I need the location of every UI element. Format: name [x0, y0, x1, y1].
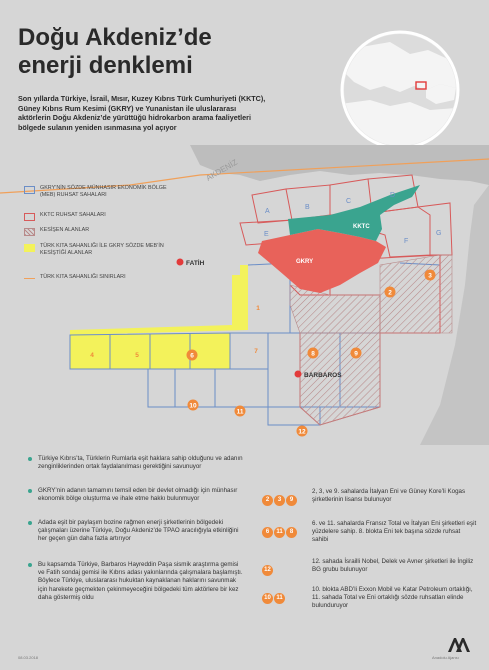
- block-number-1: 1: [256, 305, 260, 312]
- bullet-text: GKRY’nin adanın tamamını temsil eden bir devlet olmadığı için münhasır ekonomik bölge oluşturma ve ihale etme hakkı bulunmuyor: [38, 487, 238, 503]
- page-title: [18, 24, 318, 80]
- aa-logo-icon: [446, 636, 470, 654]
- block-number-10: 10: [189, 402, 197, 410]
- legend-text: KESİŞEN ALANLAR: [40, 227, 90, 233]
- block-number-12: 12: [298, 428, 306, 436]
- legend-swatch-orange-line: [24, 278, 35, 279]
- block-number-11: 11: [236, 408, 244, 416]
- block-number-6: 6: [190, 352, 194, 360]
- block-badge: 2: [262, 495, 273, 506]
- block-badge: 12: [262, 565, 273, 576]
- block-badge: 10: [262, 593, 273, 604]
- note-badges: [262, 488, 298, 503]
- legend-item-shelf-boundary: [24, 274, 194, 296]
- legend-text: TÜRK KITA SAHANLIĞI İLE GKRY SÖZDE MEB’İN KESİŞTİĞİ ALANLAR: [40, 243, 164, 256]
- legend-item-gkry-meb: [24, 185, 194, 207]
- bullet-item: [28, 487, 243, 503]
- block-badge: 8: [286, 527, 297, 538]
- block-label-c: C: [346, 198, 352, 205]
- block-label-d: D: [390, 192, 396, 199]
- block-label-e: E: [264, 231, 269, 238]
- note-text: 10. blokta ABD’li Exxon Mobil ve Katar Petroleum ortaklığı, 11. sahada Total ve Eni ortaklığı sözde ruhsatları elinde bulunduruyor: [312, 586, 473, 610]
- intro-paragraph: Son yıllarda Türkiye, İsrail, Mısır, Kuzey Kıbrıs Türk Cumhuriyeti (KKTC), Güney Kıbrıs Rum Kesimi (GKRY) ve Yunanistan ile uluslararası aktörlerin Doğu Akdeniz’de yürüttüğü hidrokarbon arama faaliyetleri bölgede sulanın yeniden ısınmasına yol açıyor: [18, 94, 266, 132]
- locator-globe: [330, 20, 470, 160]
- legend-swatch-hatch: [24, 228, 35, 236]
- note-text: 2, 3, ve 9. sahalarda İtalyan Eni ve Güney Kore’li Kogas şirketlerinin lisansı bulunuyor: [312, 488, 466, 504]
- block-number-2: 2: [388, 289, 392, 297]
- title-line-1: Doğu Akdeniz’de: [18, 24, 212, 51]
- legend-item-yellow-overlap: [24, 243, 194, 265]
- bullet-item: [28, 455, 243, 471]
- block-label-f: F: [404, 238, 409, 245]
- legend-text: KKTC RUHSAT SAHALARI: [40, 212, 106, 218]
- block-badge: 3: [274, 495, 285, 506]
- block-number-7: 7: [254, 348, 258, 355]
- note-badges: [262, 520, 298, 535]
- footer-source: Anadolu Ajansı: [432, 655, 459, 660]
- gkry-label: GKRY: [296, 259, 314, 265]
- block-badge: 9: [286, 495, 297, 506]
- legend-text: TÜRK KITA SAHANLIĞI SINIRLARI: [40, 274, 126, 280]
- barbaros-label: BARBAROS: [304, 372, 342, 379]
- title-line-2: enerji denklemi: [18, 52, 193, 79]
- legend-swatch-yellow: [24, 244, 35, 252]
- bullet-text: Adada eşit bir paylaşım bozine rağmen enerji şirketlerinin bölgedeki çalışmaları üzerine Türkiye, Doğu Akdeniz’de TPAO aracılığıyla etkinliğini her geçen gün daha fazla artırıyor: [38, 519, 239, 543]
- block-number-5: 5: [135, 352, 139, 359]
- block-number-9: 9: [354, 350, 358, 358]
- kktc-label: KKTC: [353, 224, 370, 230]
- block-label-g: G: [436, 230, 442, 237]
- legend-swatch-blue-border: [24, 186, 35, 194]
- block-badge: 11: [274, 593, 285, 604]
- block-number-3: 3: [428, 272, 432, 280]
- block-badge: 11: [274, 527, 285, 538]
- block-number-4: 4: [90, 352, 94, 359]
- block-label-b: B: [305, 204, 310, 211]
- bullet-dot-icon: [28, 521, 32, 525]
- block-label-a: A: [265, 208, 270, 215]
- bullet-dot-icon: [28, 457, 32, 461]
- legend-swatch-red-border: [24, 213, 35, 221]
- legend-text: GKRY’NİN SÖZDE MÜNHASIR EKONOMİK BÖLGE (MEB) RUHSAT SAHALARI: [40, 185, 167, 198]
- note-badges: [262, 558, 274, 573]
- bullet-dot-icon: [28, 563, 32, 567]
- akdeniz-label: AKDENİZ: [204, 157, 240, 183]
- bullet-item: [28, 519, 243, 544]
- barbaros-marker: [295, 371, 302, 378]
- footer-date: 08.03.2018: [18, 655, 39, 660]
- note-badges: [262, 586, 286, 601]
- bullet-item: [28, 561, 243, 602]
- note-text: 12. sahada İsrailli Nobel, Delek ve Avner şirketleri ile İngiliz BG grubu bulunuyor: [312, 558, 474, 574]
- bullet-dot-icon: [28, 489, 32, 493]
- block-number-8: 8: [311, 350, 315, 358]
- bullet-text: Bu kapsamda Türkiye, Barbaros Hayreddin Paşa sismik araştırma gemisi ve Fatih sondaj gemisi ile Kıbrıs adası yakınlarında çalışmalara başlamıştı. Böylece Türkiye, uluslararası hukuktan kaynaklanan haklarını savunmak için harekete geçmekten çekinmeyeceğini bölgedeki tüm aktörlere bir kez daha göstermiş oldu: [38, 561, 243, 601]
- bullet-text: Türkiye Kıbrıs’ta, Türklerin Rumlarla eşit haklara sahip olduğunu ve adanın zenginliklerinden ortak faydalanılması gerektiğini savunuyor: [38, 455, 243, 471]
- block-badge: 6: [262, 527, 273, 538]
- note-text: 6. ve 11. sahalarda Fransız Total ve İtalyan Eni şirketleri eşit yüzdelere sahip. 8. blokta Eni tek başına sözde ruhsat sahibi: [312, 520, 477, 544]
- fatih-label: FATİH: [186, 260, 205, 267]
